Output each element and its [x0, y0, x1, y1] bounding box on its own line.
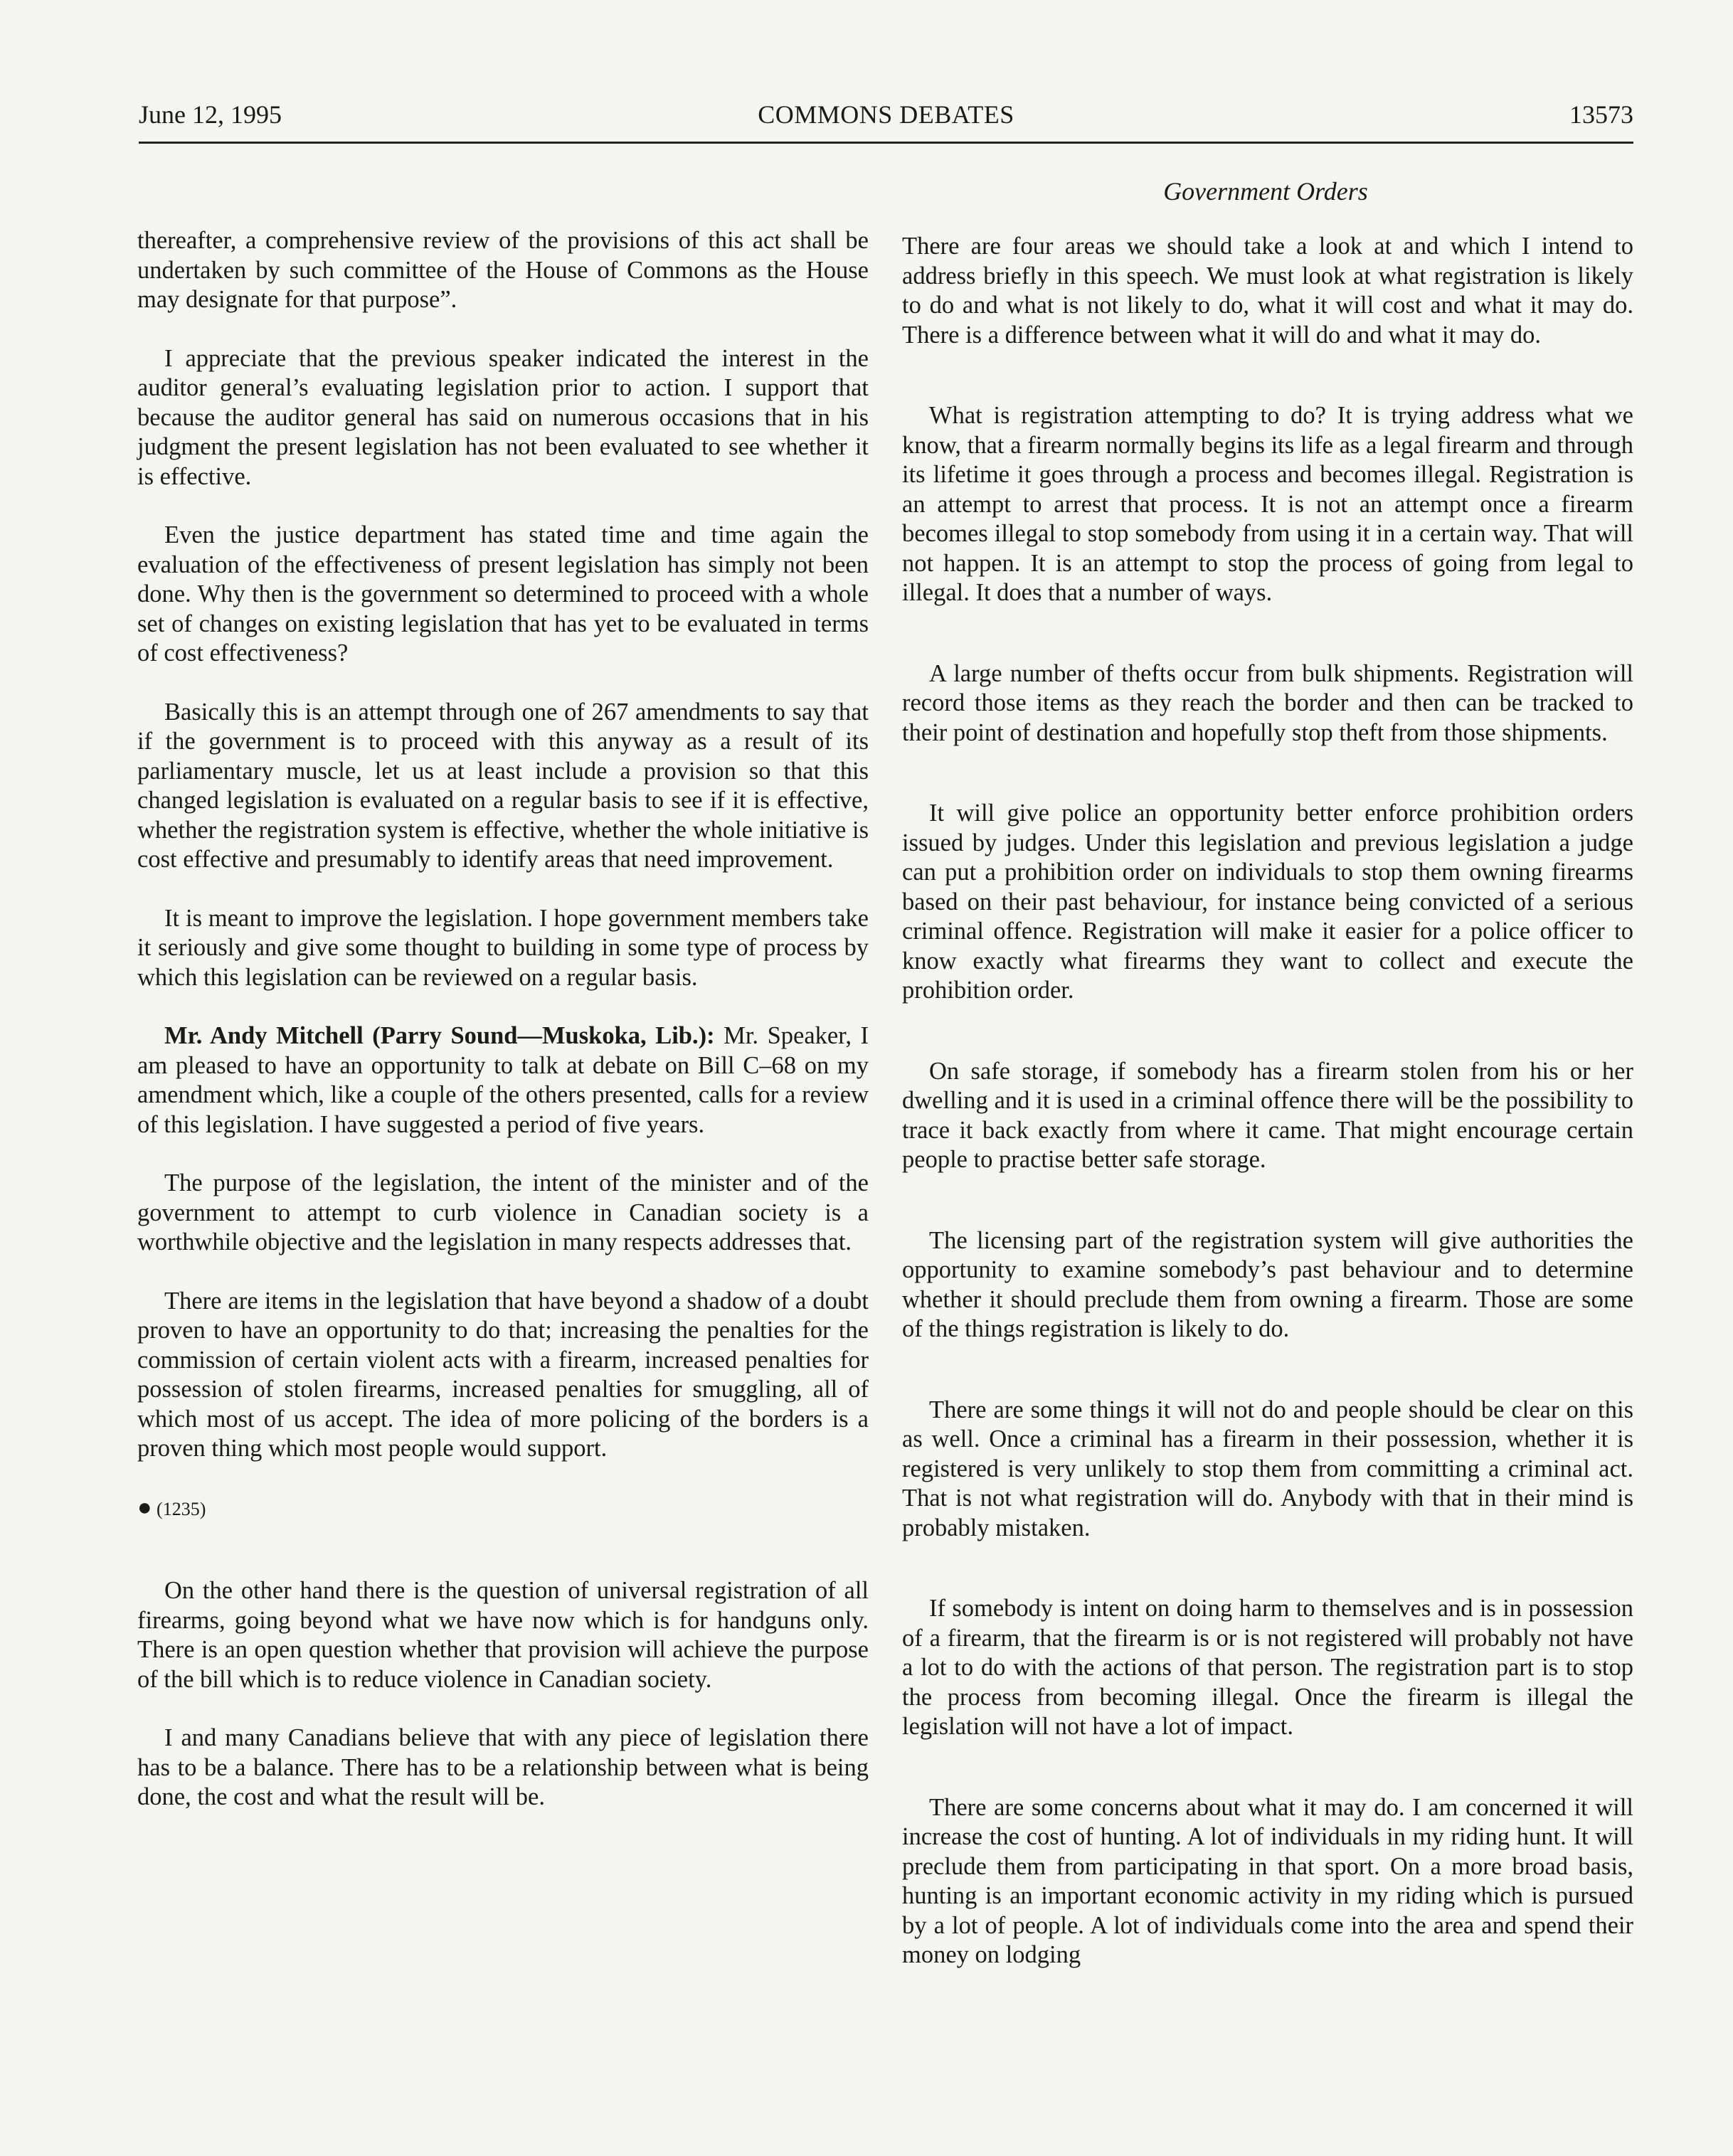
paragraph: I and many Canadians believe that with any piece of legislation there has to be a balance. There has to be a relationship between what is being done, the cost and what the result will be.: [137, 1724, 869, 1810]
right-column: [902, 232, 1633, 2022]
time-marker-text: (1235): [157, 1498, 206, 1519]
bullet-icon: ●: [137, 1494, 152, 1521]
paragraph: There are items in the legislation that have beyond a shadow of a doubt proven to have an opportunity to do that; increasing the penalties for the commission of certain violent acts with a firearm, increased penalties for possession of stolen firearms, increased penalties for smuggling, all of which most of us accept. The idea of more policing of the borders is a proven thing which most people would support.: [137, 1287, 869, 1462]
page-header: [139, 100, 1633, 139]
paragraph: Even the justice department has stated time and time again the evaluation of the effectiveness of present legislation has simply not been done. Why then is the government so determined to proceed with a whole set of changes on existing legislation that has yet to be evaluated in terms of cost effectiveness?: [137, 521, 869, 667]
header-rule: [139, 142, 1633, 144]
paragraph: On the other hand there is the question of universal registration of all firearms, going beyond what we have now which is for handguns only. There is an open question whether that provision will achieve the purpose of the bill which is to reduce violence in Canadian society.: [137, 1577, 869, 1693]
paragraph: The purpose of the legislation, the intent of the minister and of the government to attempt to curb violence in Canadian society is a worthwhile objective and the legislation in many respects addresses that.: [137, 1169, 869, 1255]
paragraph: It will give police an opportunity better enforce prohibition orders issued by judges. Under this legislation and previous legislation a judge can put a prohibition order on individuals to stop them owning firearms based on their past behaviour, for instance being convicted of a serious criminal offence. Registration will make it easier for a police officer to know exactly what firearms they want to collect and execute the prohibition order.: [902, 800, 1633, 1004]
left-column: [137, 226, 869, 1842]
speaker-name: Mr. Andy Mitchell (Parry Sound—Muskoka, Lib.):: [164, 1022, 715, 1049]
header-journal-title: COMMONS DEBATES: [758, 100, 1014, 129]
header-date: June 12, 1995: [139, 100, 282, 129]
paragraph: There are four areas we should take a look at and which I intend to address briefly in this speech. We must look at what registration is likely to do and what is not likely to do, what it will cost and what it may do. There is a difference between what it will do and what it may do.: [902, 233, 1633, 349]
paragraph: A large number of thefts occur from bulk shipments. Registration will record those items as they reach the border and then can be tracked to their point of destination and hopefully stop theft from those shipments.: [902, 659, 1633, 746]
header-page-number: 13573: [1569, 100, 1633, 129]
paragraph: Basically this is an attempt through one of 267 amendments to say that if the government is to proceed with this anyway as a result of its parliamentary muscle, let us at least include a provision so that this changed legislation is evaluated on a regular basis to see if it is effective, whether the registration system is effective, whether the whole initiative is cost effective and presumably to identify areas that need improvement.: [137, 698, 869, 873]
paragraph: There are some concerns about what it may do. I am concerned it will increase the cost of hunting. A lot of individuals in my riding hunt. It will preclude them from participating in that sport. On a more broad basis, hunting is an important economic activity in my riding which is pursued by a lot of people. A lot of individuals come into the area and spend their money on lodging: [902, 1793, 1633, 1968]
paragraph: thereafter, a comprehensive review of the provisions of this act shall be undertaken by such committee of the House of Commons as the House may designate for that purpose”.: [137, 227, 869, 313]
paragraph: I appreciate that the previous speaker indicated the interest in the auditor general’s evaluating legislation prior to action. I support that because the auditor general has said on numerous occasions that in his judgment the present legislation has not been evaluated to see whether it is effective.: [137, 344, 869, 490]
paragraph: There are some things it will not do and people should be clear on this as well. Once a criminal has a firearm in their possession, whether it is registered is very unlikely to stop them from committing a criminal act. That is not what registration will do. Anybody with that in their mind is probably mistaken.: [902, 1396, 1633, 1541]
paragraph: If somebody is intent on doing harm to themselves and is in possession of a firearm, that the firearm is or is not registered will probably not have a lot to do with the actions of that person. The registration part is to stop the process from becoming illegal. Once the firearm is illegal the legislation will not have a lot of impact.: [902, 1595, 1633, 1740]
paragraph: It is meant to improve the legislation. I hope government members take it seriously and give some thought to building in some type of process by which this legislation can be reviewed on a regular basis.: [137, 904, 869, 991]
paragraph: What is registration attempting to do? It is trying address what we know, that a firearm normally begins its life as a legal firearm and through its lifetime it goes through a process and becomes illegal. Registration is an attempt to arrest that process. It is not an attempt once a firearm becomes illegal to stop somebody from using it in a certain way. That will not happen. It is an attempt to stop the process of going from legal to illegal. It does that a number of ways.: [902, 402, 1633, 606]
speech-text: Mr. Speaker, I am pleased to have an opportunity to talk at debate on Bill C–68 on my amendment which, like a couple of the others presented, calls for a review of this legislation. I have suggested a period of five years.: [137, 1022, 869, 1138]
speaker-paragraph: [137, 1021, 869, 1140]
section-title: Government Orders: [1163, 177, 1368, 206]
time-marker: [137, 1493, 869, 1524]
paragraph: On safe storage, if somebody has a firearm stolen from his or her dwelling and it is used in a criminal offence there will be the possibility to trace it back exactly from where it came. That might encourage certain people to practise better safe storage.: [902, 1057, 1633, 1173]
paragraph: The licensing part of the registration system will give authorities the opportunity to examine somebody’s past behaviour and to determine whether it should preclude them from owning a firearm. Those are some of the things registration is likely to do.: [902, 1226, 1633, 1342]
